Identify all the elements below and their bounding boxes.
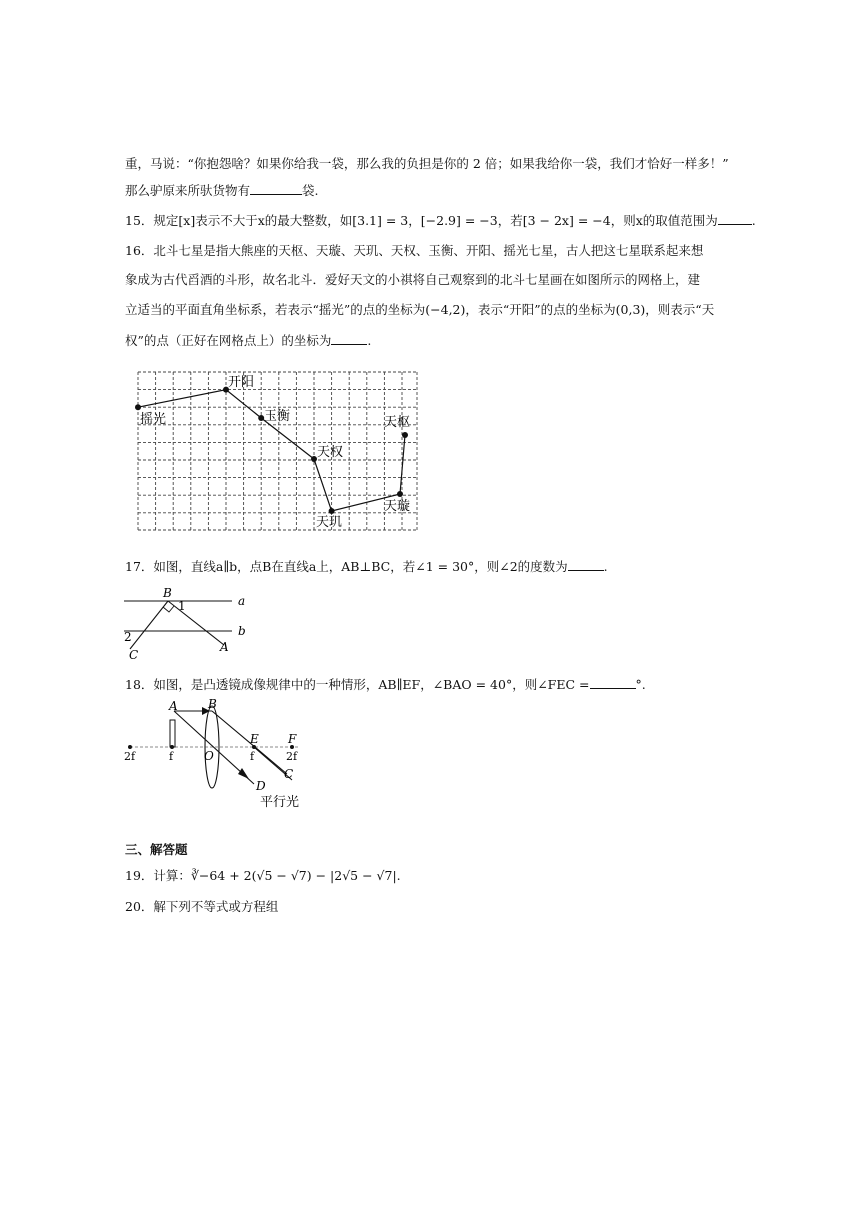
q16-line4-before: 权”的点（正好在网格点上）的坐标为 [125, 333, 332, 348]
q17-text-after: . [603, 559, 608, 574]
object-candle [170, 720, 175, 747]
label-yuheng: 玉衡 [264, 409, 291, 424]
label-angle-2: 2 [124, 630, 132, 644]
right-angle-mark [163, 606, 174, 612]
q16-line1: 16．北斗七星是指大熊座的天枢、天璇、天玑、天权、玉衡、开阳、摇光七星，古人把这七星联系起来想 [125, 243, 704, 258]
star-tianji-dot [329, 508, 335, 514]
q16-line3: 立适当的平面直角坐标系，若表示“摇光”的点的坐标为(−4,2)，表示“开阳”的点的坐标为(0,3)，则表示“天 [125, 302, 715, 317]
label-f-point: F [288, 732, 297, 746]
big-dipper-figure [134, 368, 424, 534]
star-tianxuan-dot [397, 491, 403, 497]
q18-question [125, 676, 646, 693]
point-f-left [170, 745, 174, 749]
dipper-path [138, 390, 405, 511]
segment-ba [168, 601, 224, 645]
q18-answer-blank[interactable] [590, 676, 636, 689]
segment-bc [130, 601, 168, 649]
label-tianshu: 天枢 [384, 415, 411, 430]
section-title: 三、解答题 [125, 842, 188, 857]
label-d-point: D [256, 779, 266, 793]
q17-text-before: 17．如图，直线a∥b，点B在直线a上，AB⊥BC，若∠1 = 30°，则∠2的度数为 [125, 559, 568, 574]
label-line-a: a [238, 594, 246, 608]
label-tianquan: 天权 [317, 445, 344, 460]
label-kaiyang: 开阳 [228, 375, 255, 390]
label-2f-right: 2f [286, 750, 298, 763]
q16-line4 [125, 332, 371, 349]
q14-line1: 重，马说：“你抱怨啥？如果你给我一袋，那么我的负担是你的 2 倍；如果我给你一袋，我们才恰好一样多！” [125, 156, 729, 171]
label-e-point: E [250, 732, 259, 746]
label-line-b: b [238, 624, 246, 638]
q19-question: 19．计算：∛−64 + 2(√5 − √7) − |2√5 − √7|. [125, 868, 401, 883]
q14-line2-before: 那么驴原来所驮货物有 [125, 183, 251, 198]
q20-question: 20．解下列不等式或方程组 [125, 899, 279, 914]
label-c-point: C [129, 648, 139, 661]
label-b-point: B [163, 586, 172, 600]
q15-question [125, 212, 756, 229]
label-2f-left: 2f [124, 750, 136, 763]
q14-line2-after: 袋. [302, 183, 319, 198]
label-parallel-light: 平行光 [260, 795, 300, 810]
label-yaoguang: 摇光 [140, 412, 167, 427]
label-o-point: O [204, 749, 214, 763]
label-f-left: f [169, 750, 174, 763]
q14-line2 [125, 182, 319, 199]
arrow-ad [238, 768, 249, 779]
dashed-grid [138, 372, 417, 530]
q16-line4-after: . [367, 333, 372, 348]
label-angle-1: 1 [178, 599, 186, 613]
label-c-point: C [284, 767, 294, 781]
star-yaoguang-dot [135, 404, 141, 410]
star-tianshu-dot [402, 432, 408, 438]
label-b-point: B [208, 697, 217, 711]
label-a-point: A [169, 699, 178, 713]
label-f-right: f [250, 750, 255, 763]
label-tianxuan: 天璇 [384, 499, 411, 514]
q18-text-after: °. [635, 677, 646, 692]
q17-question [125, 558, 608, 575]
q16-line2: 象成为古代舀酒的斗形，故名北斗．爱好天文的小祺将自己观察到的北斗七星画在如图所示的网格上，建 [125, 272, 701, 287]
q16-answer-blank[interactable] [331, 332, 367, 345]
point-2f-left [128, 745, 132, 749]
q14-answer-blank[interactable] [250, 182, 302, 195]
convex-lens-figure [122, 696, 322, 810]
q18-text-before: 18．如图，是凸透镜成像规律中的一种情形，AB∥EF，∠BAO = 40°，则∠FEC = [125, 677, 590, 692]
q17-answer-blank[interactable] [568, 558, 604, 571]
q15-answer-blank[interactable] [718, 212, 752, 225]
parallel-lines-figure [120, 585, 260, 661]
label-a-point: A [220, 640, 229, 654]
label-tianji: 天玑 [316, 515, 343, 530]
q15-text-after: . [751, 213, 756, 228]
q15-text-before: 15．规定[x]表示不大于x的最大整数，如[3.1] = 3，[−2.9] = −3，若[3 − 2x] = −4，则x的取值范围为 [125, 213, 718, 228]
